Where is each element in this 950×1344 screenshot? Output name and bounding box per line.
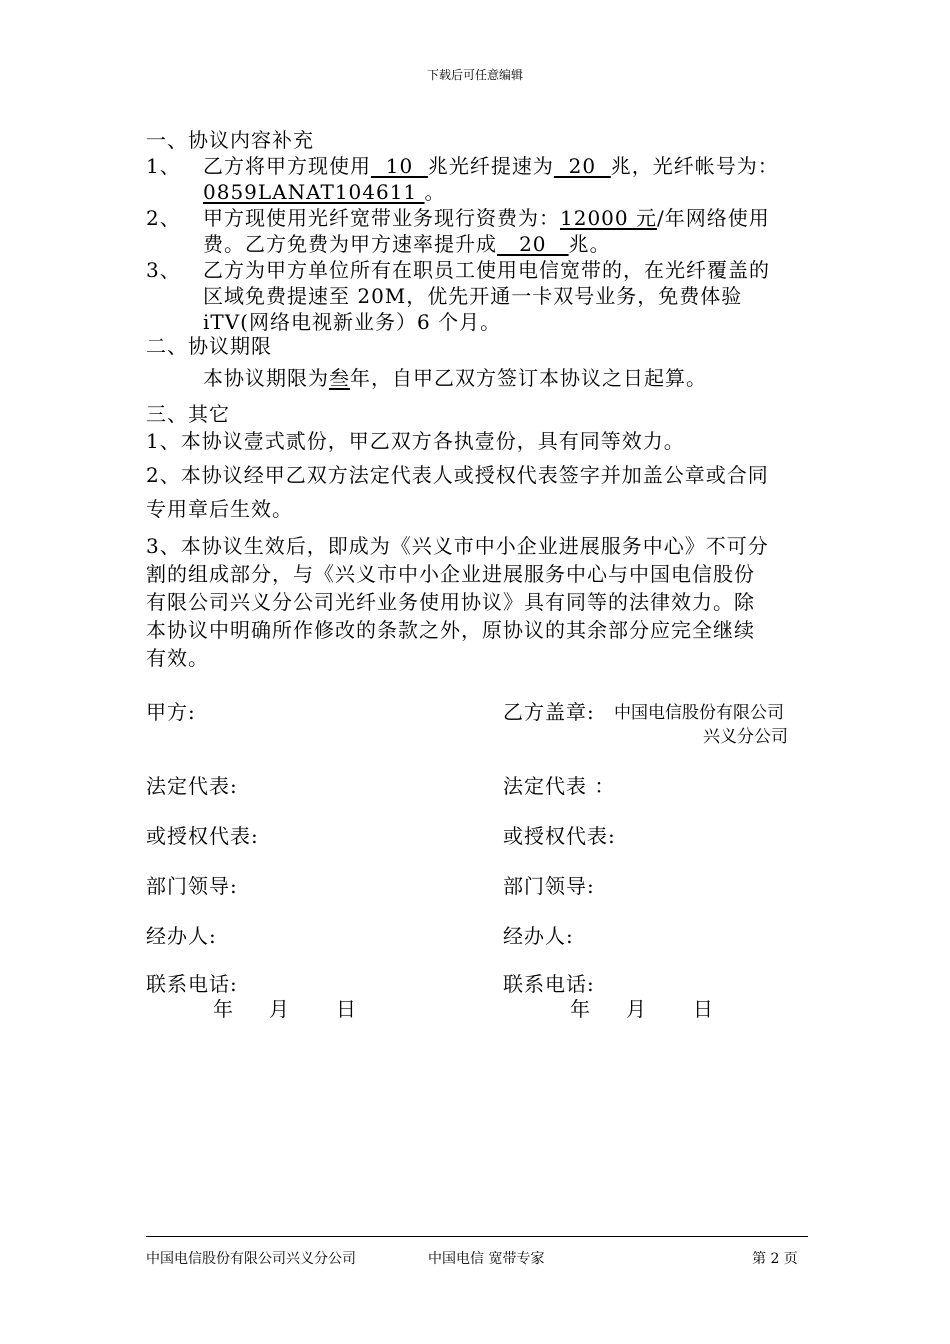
s1-item1-text-c: 兆，光纤帐号为： [610,154,779,178]
s1-item2-line2 [203,228,611,257]
s3-item1: 1、本协议壹式贰份，甲乙双方各执壹份，具有同等效力。 [146,429,685,453]
party-b-name-line1: 中国电信股份有限公司 [614,703,784,723]
s3-item2-line2: 专用章后生效。 [146,497,293,521]
new-speed-value: 20 [553,154,611,178]
s1-item2-num: 2、 [146,206,181,230]
legal-rep-b: 法定代表 ： [503,774,616,798]
legal-rep-a: 法定代表: [146,774,238,798]
s1-item2-text-d: 兆。 [568,232,611,256]
upgrade-speed-value: 20 [497,232,569,256]
section1-title: 一、协议内容补充 [146,128,314,152]
s3-item3-line2: 割的组成部分，与《兴义市中小企业进展服务中心与中国电信股份 [146,562,755,586]
s1-item3-num: 3、 [146,258,181,282]
s1-item1-line1 [203,150,779,179]
term-text-b: 年，自甲乙双方签订本协议之日起算。 [350,366,707,390]
page-number: 第 2 页 [752,1251,798,1267]
date-day-b: 日 [693,997,714,1021]
date-month-a: 月 [269,997,290,1021]
s1-item1-end: 。 [424,180,446,204]
page-header: 下载后可任意编辑 [426,68,523,82]
s1-item1-num: 1、 [146,154,181,178]
dept-lead-b: 部门领导: [503,874,595,898]
phone-b: 联系电话: [503,972,595,996]
s3-item3-line1: 3、本协议生效后，即成为《兴义市中小企业进展服务中心》不可分 [146,534,769,558]
s1-item3-line2: 区域免费提速至 20M，优先开通一卡双号业务，免费体验 [203,284,743,308]
dept-lead-a: 部门领导: [146,874,238,898]
section3-title: 三、其它 [146,402,230,426]
date-month-b: 月 [626,997,647,1021]
s1-item2-text-a: 甲方现使用光纤宽带业务现行资费为： [203,206,560,230]
s1-item3-line3: iTV(网络电视新业务）6 个月。 [203,310,502,334]
handler-a: 经办人: [146,924,217,948]
s1-item3-line1: 乙方为甲方单位所有在职员工使用电信宽带的，在光纤覆盖的 [203,258,770,282]
s1-item1-text-a: 乙方将甲方现使用 [203,154,371,178]
s3-item3-line5: 有效。 [146,646,209,670]
phone-a: 联系电话: [146,972,238,996]
date-year-a: 年 [213,997,234,1021]
term-text-a: 本协议期限为 [203,366,329,390]
s1-item2-text-c: 费。乙方免费为甲方速率提升成 [203,232,497,256]
date-year-b: 年 [570,997,591,1021]
s3-item3-line4: 本协议中明确所作修改的条款之外，原协议的其余部分应完全继续 [146,618,755,642]
party-b-label: 乙方盖章: [503,700,595,724]
term-text [203,362,707,391]
handler-b: 经办人: [503,924,574,948]
auth-rep-b: 或授权代表: [503,824,616,848]
fiber-account-value: 0859LANAT104611 [203,180,425,204]
old-speed-value: 10 [371,154,428,178]
s3-item3-line3: 有限公司兴义分公司光纤业务使用协议》具有同等的法律效力。除 [146,590,755,614]
auth-rep-a: 或授权代表: [146,824,259,848]
party-b-name-line2: 兴义分公司 [703,727,788,747]
footer-slogan: 中国电信 宽带专家 [428,1251,545,1267]
party-a-label: 甲方: [146,700,196,724]
footer-divider [146,1236,808,1237]
s3-item2-line1: 2、本协议经甲乙双方法定代表人或授权代表签字并加盖公章或合同 [146,463,769,487]
s1-item1-line2 [203,176,446,205]
footer-company: 中国电信股份有限公司兴义分公司 [146,1251,356,1267]
s1-item1-text-b: 兆光纤提速为 [427,154,554,178]
date-day-a: 日 [336,997,357,1021]
section2-title: 二、协议期限 [146,334,272,358]
term-years-value: 叁 [329,366,350,390]
s1-item2-text-b: /年网络使用 [656,206,770,230]
s1-item2-line1 [203,202,770,231]
fee-value: 12000 元 [560,206,657,230]
